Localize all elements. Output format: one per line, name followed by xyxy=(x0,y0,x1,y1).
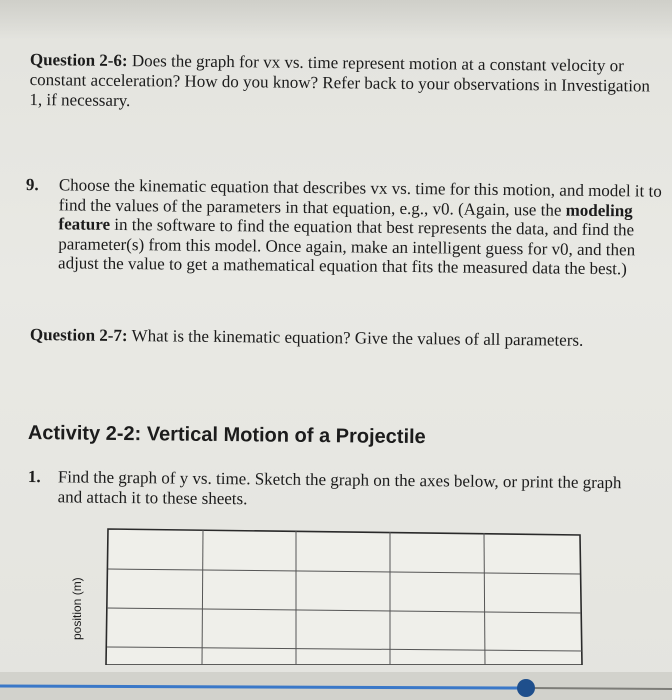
step-1-text: Find the graph of y vs. time. Sketch the graph on the axes below, or print the graph and attach it to these sheets. xyxy=(57,467,622,509)
step-9-text-part2: in the software to find the equation that best represents the data, and find the parameter(s) from this model. Once again, make an intelligent guess for v0, and then adjust the value to get a mathematical equation that fits the measured data the best.) xyxy=(57,214,636,279)
scrollbar-track[interactable] xyxy=(0,686,520,688)
question-2-7 xyxy=(30,325,666,352)
question-2-6-text: Does the graph for vx vs. time represent motion at a constant velocity or constant acceleration? How do you know? Refer back to your observations in Investigation 1, if necessary. xyxy=(29,51,651,111)
question-2-7-label: Question 2-7: xyxy=(29,325,128,346)
scrollbar-track-remaining[interactable] xyxy=(530,688,672,689)
question-2-6 xyxy=(29,50,666,117)
graph-y-axis-label: position (m) xyxy=(70,577,84,640)
step-9-text xyxy=(58,175,666,279)
question-2-6-label: Question 2-6: xyxy=(29,50,128,71)
step-1 xyxy=(28,467,648,513)
step-1-number: 1. xyxy=(27,467,41,487)
step-9 xyxy=(25,175,666,279)
step-9-bold-text: modeling feature xyxy=(58,200,633,234)
question-2-7-text: What is the kinematic equation? Give the values of all parameters. xyxy=(127,326,584,350)
scrollbar-thumb[interactable] xyxy=(517,679,535,697)
blank-graph-axes xyxy=(60,525,600,665)
horizontal-scrollbar[interactable] xyxy=(0,672,672,700)
step-9-number: 9. xyxy=(25,175,39,195)
page-top-shadow xyxy=(0,0,672,40)
graph-grid-area xyxy=(106,529,582,665)
activity-title: Activity 2-2: Vertical Motion of a Projectile xyxy=(27,422,426,449)
step-9-text-part1: Choose the kinematic equation that describes vx vs. time for this motion, and model it to find the values of the parameters in that equation, e.g., v0. (Again, use the xyxy=(58,175,662,220)
